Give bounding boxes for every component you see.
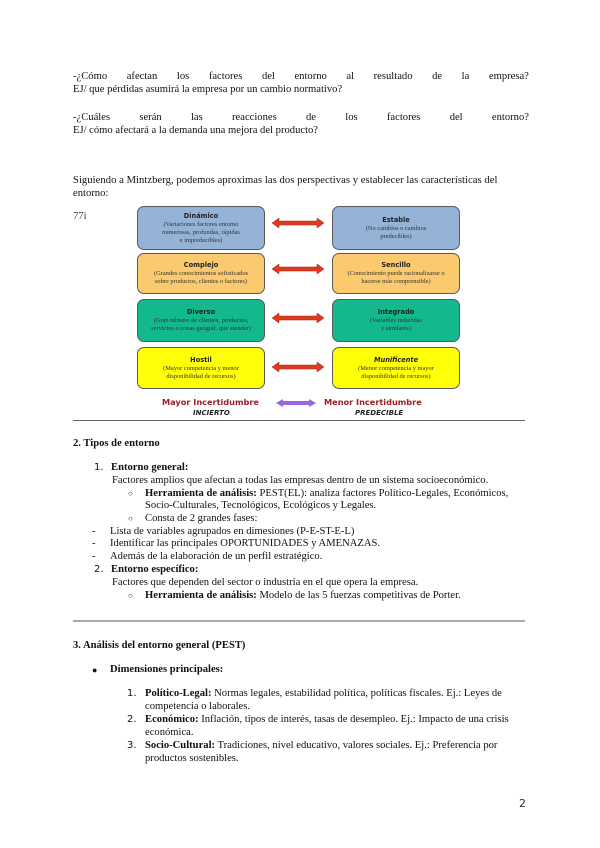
dash-item: Identificar las principales OPORTUNIDADES y AMENAZAS.	[110, 538, 381, 549]
label-bold: Socio-Cultural:	[145, 740, 216, 751]
incierto-label: INCIERTO	[193, 409, 230, 417]
box-munificente	[332, 347, 460, 389]
word: del	[261, 71, 275, 82]
box-diverso	[137, 299, 265, 342]
list-number: 1.	[127, 688, 137, 699]
list-number: 2.	[94, 564, 104, 575]
box-sencillo	[332, 253, 460, 294]
section-3-heading: 3. Análisis del entorno general (PEST)	[73, 640, 246, 651]
double-arrow-icon	[272, 313, 324, 323]
consta-fases: Consta de 2 grandes fases:	[145, 513, 258, 524]
question-1-line-1	[73, 71, 529, 83]
box-desc-line: (Menor competencia y mayor	[358, 364, 434, 372]
bullet-icon: ●	[92, 665, 98, 675]
word: las	[190, 112, 203, 123]
dimension-economico	[145, 714, 509, 726]
list-number: 1.	[94, 462, 104, 473]
text: Inflación, tipos de interés, tasas de desempleo. Ej.: Impacto de una crisis	[198, 714, 509, 725]
box-desc-line: (No cambios o cambios	[365, 224, 427, 232]
box-dinamico	[137, 206, 265, 250]
text: Tradiciones, nivel educativo, valores sociales. Ej.: Preferencia por	[215, 740, 498, 751]
word: los	[345, 112, 358, 123]
box-title: Diverso	[186, 308, 216, 316]
text: Modelo de las 5 fuerzas competitivas de Porter.	[256, 590, 461, 601]
dimension-cont: productos sostenibles.	[145, 753, 239, 764]
box-title: Hostil	[190, 355, 212, 364]
dash-bullet-icon: -	[92, 551, 96, 562]
intro-line-1: Siguiendo a Mintzberg, podemos aproximas las dos perspectivas y establecer las características del	[73, 175, 498, 186]
box-integrado	[332, 299, 460, 342]
entorno-general-title: Entorno general:	[111, 462, 189, 473]
word: de	[305, 112, 316, 123]
entorno-general-desc: Factores amplios que afectan a todas las empresas dentro de un sistema socioeconómico.	[112, 475, 489, 486]
box-desc-line: disponibilidad de recursos)	[166, 372, 236, 380]
box-complejo	[137, 253, 265, 294]
box-desc-line: servicios o zonas geográf. que atender)	[151, 325, 251, 332]
herramienta-pestel-cont: Socio-Culturales, Tecnológicos, Ecológicos y Legales.	[145, 500, 377, 511]
box-title: Dinámico	[183, 211, 219, 220]
word: -¿Cómo	[73, 71, 108, 82]
label-bold: Herramienta de análisis:	[145, 590, 257, 601]
double-arrow-icon	[272, 362, 324, 372]
question-1-line-2: EJ/ que pérdidas asumirá la empresa por un cambio normativo?	[73, 84, 343, 95]
box-desc-line: sobre productos, clientes o factores)	[154, 278, 248, 285]
box-title: Estable	[382, 215, 410, 224]
double-arrow-icon	[272, 218, 324, 228]
box-desc-line: e impredecibles)	[179, 236, 223, 244]
box-title: Complejo	[183, 261, 219, 269]
double-arrow-icon	[276, 399, 316, 407]
box-title: Munificente	[373, 355, 419, 364]
herramienta-pestel	[145, 488, 508, 500]
entorno-especifico-title: Entorno específico:	[111, 564, 199, 575]
list-number: 2.	[127, 714, 137, 725]
mayor-incertidumbre-label: Mayor Incertidumbre	[162, 397, 259, 407]
box-desc-line: (Mayor competencia y menor	[163, 364, 239, 372]
label-bold: Herramienta de análisis:	[145, 488, 257, 499]
dimension-socio-cultural	[145, 740, 497, 752]
dash-item: Además de la elaboración de un perfil estratégico.	[110, 551, 323, 562]
box-estable	[332, 206, 460, 250]
dimension-cont: competencia o laborales.	[145, 701, 251, 712]
word: -¿Cuáles	[73, 112, 111, 123]
list-number: 3.	[127, 740, 137, 751]
word: de	[432, 71, 443, 82]
question-2-line-1	[73, 112, 529, 124]
word: los	[176, 71, 190, 82]
question-2-line-2: EJ/ cómo afectará a la demanda una mejora del producto?	[73, 125, 319, 136]
word: resultado	[373, 71, 413, 82]
label-bold: Político-Legal:	[145, 688, 212, 699]
word: del	[449, 112, 463, 123]
box-title: Integrado	[377, 308, 415, 316]
dash-bullet-icon: -	[92, 526, 96, 537]
box-desc-line: predecibles)	[380, 232, 412, 240]
mintzberg-environment-diagram	[137, 206, 467, 418]
intro-line-2: entorno:	[73, 188, 109, 199]
word: afectan	[126, 71, 158, 82]
box-desc-line: (Variaciones factores entorno	[163, 220, 239, 228]
box-desc-line: (Gran número de clientes, productos,	[153, 317, 249, 324]
dash-item: Lista de variables agrupados en dimesiones (P-E-ST-E-L)	[110, 526, 355, 537]
word: serán	[139, 112, 162, 123]
horizontal-rule	[73, 620, 525, 622]
figure-label: 77i	[73, 211, 87, 222]
box-desc-line: (Variables reducidas	[370, 317, 422, 324]
dimension-politico-legal	[145, 688, 502, 700]
word: entorno	[294, 71, 327, 82]
box-desc-line: (Conocimiento puede racionalizarse o	[347, 270, 445, 277]
word: factores	[208, 71, 243, 82]
section-2-heading: 2. Tipos de entorno	[73, 438, 160, 449]
entorno-especifico-desc: Factores que dependen del sector o industria en el que opera la empresa.	[112, 577, 419, 588]
text: PEST(EL): analiza factores Político-Legales, Económicos,	[256, 488, 509, 499]
word: al	[346, 71, 355, 82]
box-desc-line: disponibilidad de recursos)	[361, 372, 431, 380]
divider	[73, 420, 525, 421]
dimensiones-principales: Dimensiones principales:	[110, 664, 224, 675]
box-title: Sencillo	[381, 261, 411, 269]
word: factores	[386, 112, 421, 123]
box-hostil	[137, 347, 265, 389]
herramienta-porter	[145, 590, 461, 602]
word: empresa?	[488, 71, 529, 82]
page-number: 2	[519, 797, 526, 810]
dimension-cont: económica.	[145, 727, 194, 738]
text: Normas legales, estabilidad política, políticas fiscales. Ej.: Leyes de	[211, 688, 502, 699]
box-desc-line: (Grandes conocimientos sofisticados	[153, 270, 249, 277]
word: entorno?	[491, 112, 529, 123]
circle-bullet-icon: ○	[128, 514, 133, 523]
box-desc-line: numerosas, profundas, rápidas	[162, 228, 240, 236]
box-desc-line: hacerse más comprensible)	[361, 278, 431, 285]
word: reacciones	[232, 112, 277, 123]
dash-bullet-icon: -	[92, 538, 96, 549]
word: la	[461, 71, 470, 82]
menor-incertidumbre-label: Menor Incertidumbre	[324, 397, 422, 407]
predecible-label: PREDECIBLE	[355, 409, 404, 417]
circle-bullet-icon: ○	[128, 489, 133, 498]
label-bold: Económico:	[145, 714, 199, 725]
circle-bullet-icon: ○	[128, 591, 133, 600]
box-desc-line: y similares)	[381, 325, 411, 332]
double-arrow-icon	[272, 264, 324, 274]
